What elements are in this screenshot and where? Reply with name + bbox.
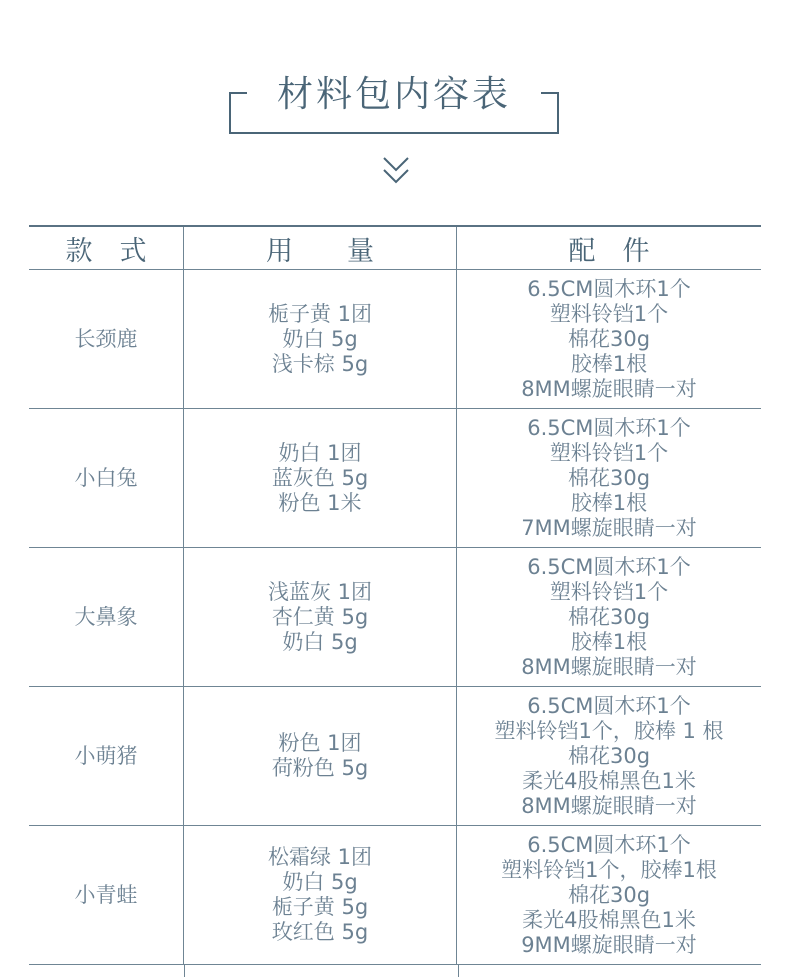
style-name: 小青蛙 bbox=[29, 826, 184, 964]
table-continuation bbox=[29, 965, 761, 977]
part-line: 柔光4股棉黑色1米 bbox=[522, 907, 696, 932]
style-name: 小萌猪 bbox=[29, 687, 184, 825]
amount-line: 杏仁黄 5g bbox=[271, 604, 369, 629]
amount-line: 奶白 5g bbox=[282, 629, 358, 654]
part-line: 6.5CM圆木环1个 bbox=[527, 554, 691, 579]
style-name: 小白兔 bbox=[29, 409, 184, 547]
part-line: 塑料铃铛1个，胶棒 1 根 bbox=[494, 718, 724, 743]
part-line: 棉花30g bbox=[567, 604, 651, 629]
table-row bbox=[29, 687, 761, 826]
part-line: 塑料铃铛1个，胶棒1根 bbox=[501, 857, 717, 882]
part-line: 塑料铃铛1个 bbox=[549, 301, 669, 326]
parts-cell bbox=[457, 409, 761, 547]
amount-cell bbox=[184, 270, 457, 408]
materials-table bbox=[29, 225, 761, 977]
part-line: 胶棒1根 bbox=[570, 490, 648, 515]
part-line: 胶棒1根 bbox=[570, 629, 648, 654]
part-line: 塑料铃铛1个 bbox=[549, 579, 669, 604]
amount-line: 粉色 1米 bbox=[278, 490, 362, 515]
part-line: 8MM螺旋眼睛一对 bbox=[521, 793, 697, 818]
amount-cell bbox=[184, 548, 457, 686]
amount-line: 栀子黄 5g bbox=[271, 895, 369, 919]
parts-cell bbox=[457, 826, 761, 964]
parts-cell bbox=[457, 687, 761, 825]
table-row bbox=[29, 270, 761, 409]
amount-cell bbox=[184, 687, 457, 825]
amount-line: 奶白 5g bbox=[282, 326, 358, 351]
part-line: 棉花30g bbox=[567, 882, 651, 907]
page-title: 材料包内容表 bbox=[229, 70, 559, 120]
amount-line: 蓝灰色 5g bbox=[271, 465, 369, 490]
amount-cell bbox=[184, 826, 457, 964]
amount-line: 浅蓝灰 1团 bbox=[267, 579, 373, 604]
table-row bbox=[29, 409, 761, 548]
part-line: 9MM螺旋眼睛一对 bbox=[521, 932, 697, 957]
double-chevron-down-icon bbox=[381, 154, 411, 188]
part-line: 8MM螺旋眼睛一对 bbox=[521, 654, 697, 679]
table-header bbox=[29, 227, 761, 270]
header-parts: 配 件 bbox=[568, 235, 650, 267]
parts-cell bbox=[457, 548, 761, 686]
amount-line: 栀子黄 1团 bbox=[267, 301, 373, 326]
style-name: 大鼻象 bbox=[29, 548, 184, 686]
part-line: 6.5CM圆木环1个 bbox=[527, 276, 691, 301]
part-line: 6.5CM圆木环1个 bbox=[527, 693, 691, 718]
amount-cell bbox=[184, 409, 457, 547]
parts-cell bbox=[457, 270, 761, 408]
amount-line: 玫红色 5g bbox=[271, 920, 369, 944]
part-line: 塑料铃铛1个 bbox=[549, 440, 669, 465]
part-line: 柔光4股棉黑色1米 bbox=[522, 768, 696, 793]
table-row bbox=[29, 826, 761, 965]
amount-line: 奶白 5g bbox=[282, 870, 358, 894]
part-line: 8MM螺旋眼睛一对 bbox=[521, 376, 697, 401]
amount-line: 奶白 1团 bbox=[278, 440, 362, 465]
amount-line: 荷粉色 5g bbox=[271, 756, 369, 780]
amount-line: 粉色 1团 bbox=[278, 731, 362, 755]
style-name: 长颈鹿 bbox=[29, 270, 184, 408]
part-line: 棉花30g bbox=[567, 465, 651, 490]
part-line: 7MM螺旋眼睛一对 bbox=[521, 515, 697, 540]
part-line: 胶棒1根 bbox=[570, 351, 648, 376]
table-row bbox=[29, 548, 761, 687]
part-line: 6.5CM圆木环1个 bbox=[527, 832, 691, 857]
part-line: 棉花30g bbox=[567, 743, 651, 768]
part-line: 棉花30g bbox=[567, 326, 651, 351]
amount-line: 松霜绿 1团 bbox=[267, 845, 373, 869]
header-amount: 用 量 bbox=[184, 227, 457, 269]
header-style: 款 式 bbox=[29, 227, 184, 269]
amount-line: 浅卡棕 5g bbox=[271, 351, 369, 376]
part-line: 6.5CM圆木环1个 bbox=[527, 415, 691, 440]
